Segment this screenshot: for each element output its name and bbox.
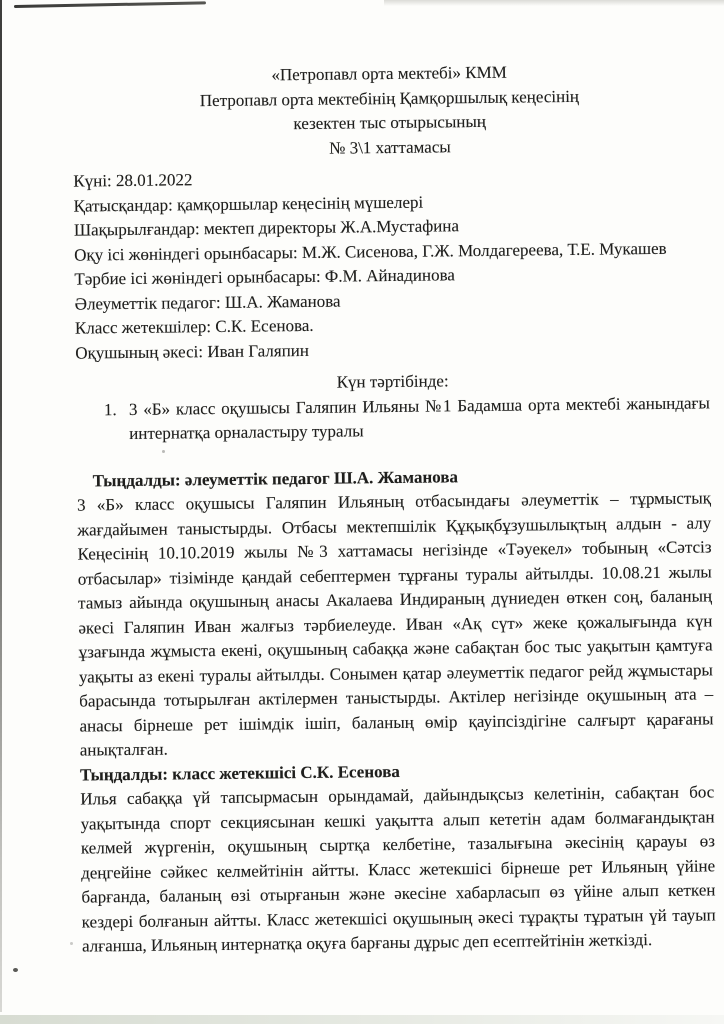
meta-line-class-teachers: Класс жетекшілер: С.К. Есенова. [74,315,314,338]
section-heard-social-pedagogue [77,462,714,763]
agenda-item-number: 1. [103,399,117,419]
agenda-heading: Күн тәртібінде: [336,371,449,392]
meta-line-attendees: Қатысқандар: қамқоршылар кеңесінің мүшелері [73,192,424,216]
meta-line-date: Күні: 28.01.2022 [73,170,193,191]
scan-top-smudge-artifact [384,0,724,6]
meta-line-deputy-academic: Оқу ісі жөніндегі орынбасары: М.Ж. Сисенова, Г.Ж. Молдагереева, Т.Е. Мукашев [74,238,667,265]
meta-line-social-pedagogue: Әлеуметтік педагог: Ш.А. Жаманова [74,291,341,314]
meta-line-invited: Шақырылғандар: мектеп директоры Ж.А.Мустафина [73,216,460,240]
document-header [72,58,707,163]
document-protocol-number: № 3\1 хаттамасы [329,136,451,158]
scan-top-edge-artifact [14,1,206,8]
meta-line-deputy-educational: Тәрбие ісі жөніндегі орынбасары: Ф.М. Айнадинова [74,265,455,289]
section-heading: Тыңдалды: әлеуметтік педагог Ш.А. Жаманова [92,466,459,490]
agenda-item-text: 3 «Б» класс оқушысы Галяпин Ильяны №1 Бадамша орта мектебі жанындағы интернатқа орналастыру туралы [128,392,710,443]
document-meeting-type: кезектен тыс отырысының [293,111,487,134]
document-org-title: «Петропавл орта мектебі» КММ [271,62,507,85]
section-heard-class-teacher [80,756,716,959]
section-body: 3 «Б» класс оқушысы Галяпин Ильяның отбасындағы әлеуметтік – тұрмыстық жағдайымен таныстырды. Отбасы мектепшілік Құқықбұзушылықтың алдын - алу Кеңесінің 10.10.2019 жылы №3 хаттамасы негізінде «Тәуекел» тобының «Сәтсіз отбасылар» тізімінде қандай себептермен тұрғаны туралы айтылды. 10.08.21 жылы тамыз айында оқушының анасы Акалаева Индираның дүниеден өткен соң, баланың әкесі Галяпин Иван жалғыз тәрбиелеуде. Иван «Ақ сүт» жеке қожалығында күн ұзағында жұмыста екені, оқушының сабаққа және сабақтан бос тыс уақытын қамтуға уақыты аз екені туралы айтылды. Сонымен қатар әлеуметтік педагог рейд жұмыстары барасында тотырылған актілермен таныстырды. Актілер негізінде оқушының ата – анасы бірнеше рет ішімдік ішіп, баланың өмір қауіпсіздігіне салғырт қарағаны анықталған. [76,488,714,760]
document-council-title: Петропавл орта мектебінің Қамқоршылық кеңесінің [199,86,580,110]
scan-speck [70,942,73,945]
scan-speck [13,968,18,972]
scan-left-edge-artifact [0,0,2,1012]
scan-bottom-edge-artifact [0,1015,724,1024]
agenda-item [76,391,711,447]
document-content [72,58,716,959]
meeting-meta-block [73,162,709,365]
section-heading: Тыңдалды: класс жетекшісі С.К. Есенова [79,761,400,785]
meta-line-student-father: Оқушының әкесі: Иван Галяпин [75,340,310,363]
section-body: Илья сабаққа үй тапсырмасын орындамай, дайындықсыз келетінін, сабақтан бос уақытында спорт секциясынан кешкі уақытта алып кететін адам болмағандықтан келмей жүргенін, оқушының сыртқа келбетіне, тазалығына әкесінің қарауы өз деңгейіне сәйкес келмейтінін айтты. Класс жетекшісі бірнеше рет Ильяның үйіне барғанда, баланың өзі отырғанын және әкесіне хабарласып өз үйіне алып кеткен кездері болғанын айтты. Класс жетекшісі оқушының әкесі тұрақты тұратын үй тауып алғанша, Ильяның интернатқа оқуға барғаны дұрыс деп есептейтінін жеткізді. [80,782,716,956]
